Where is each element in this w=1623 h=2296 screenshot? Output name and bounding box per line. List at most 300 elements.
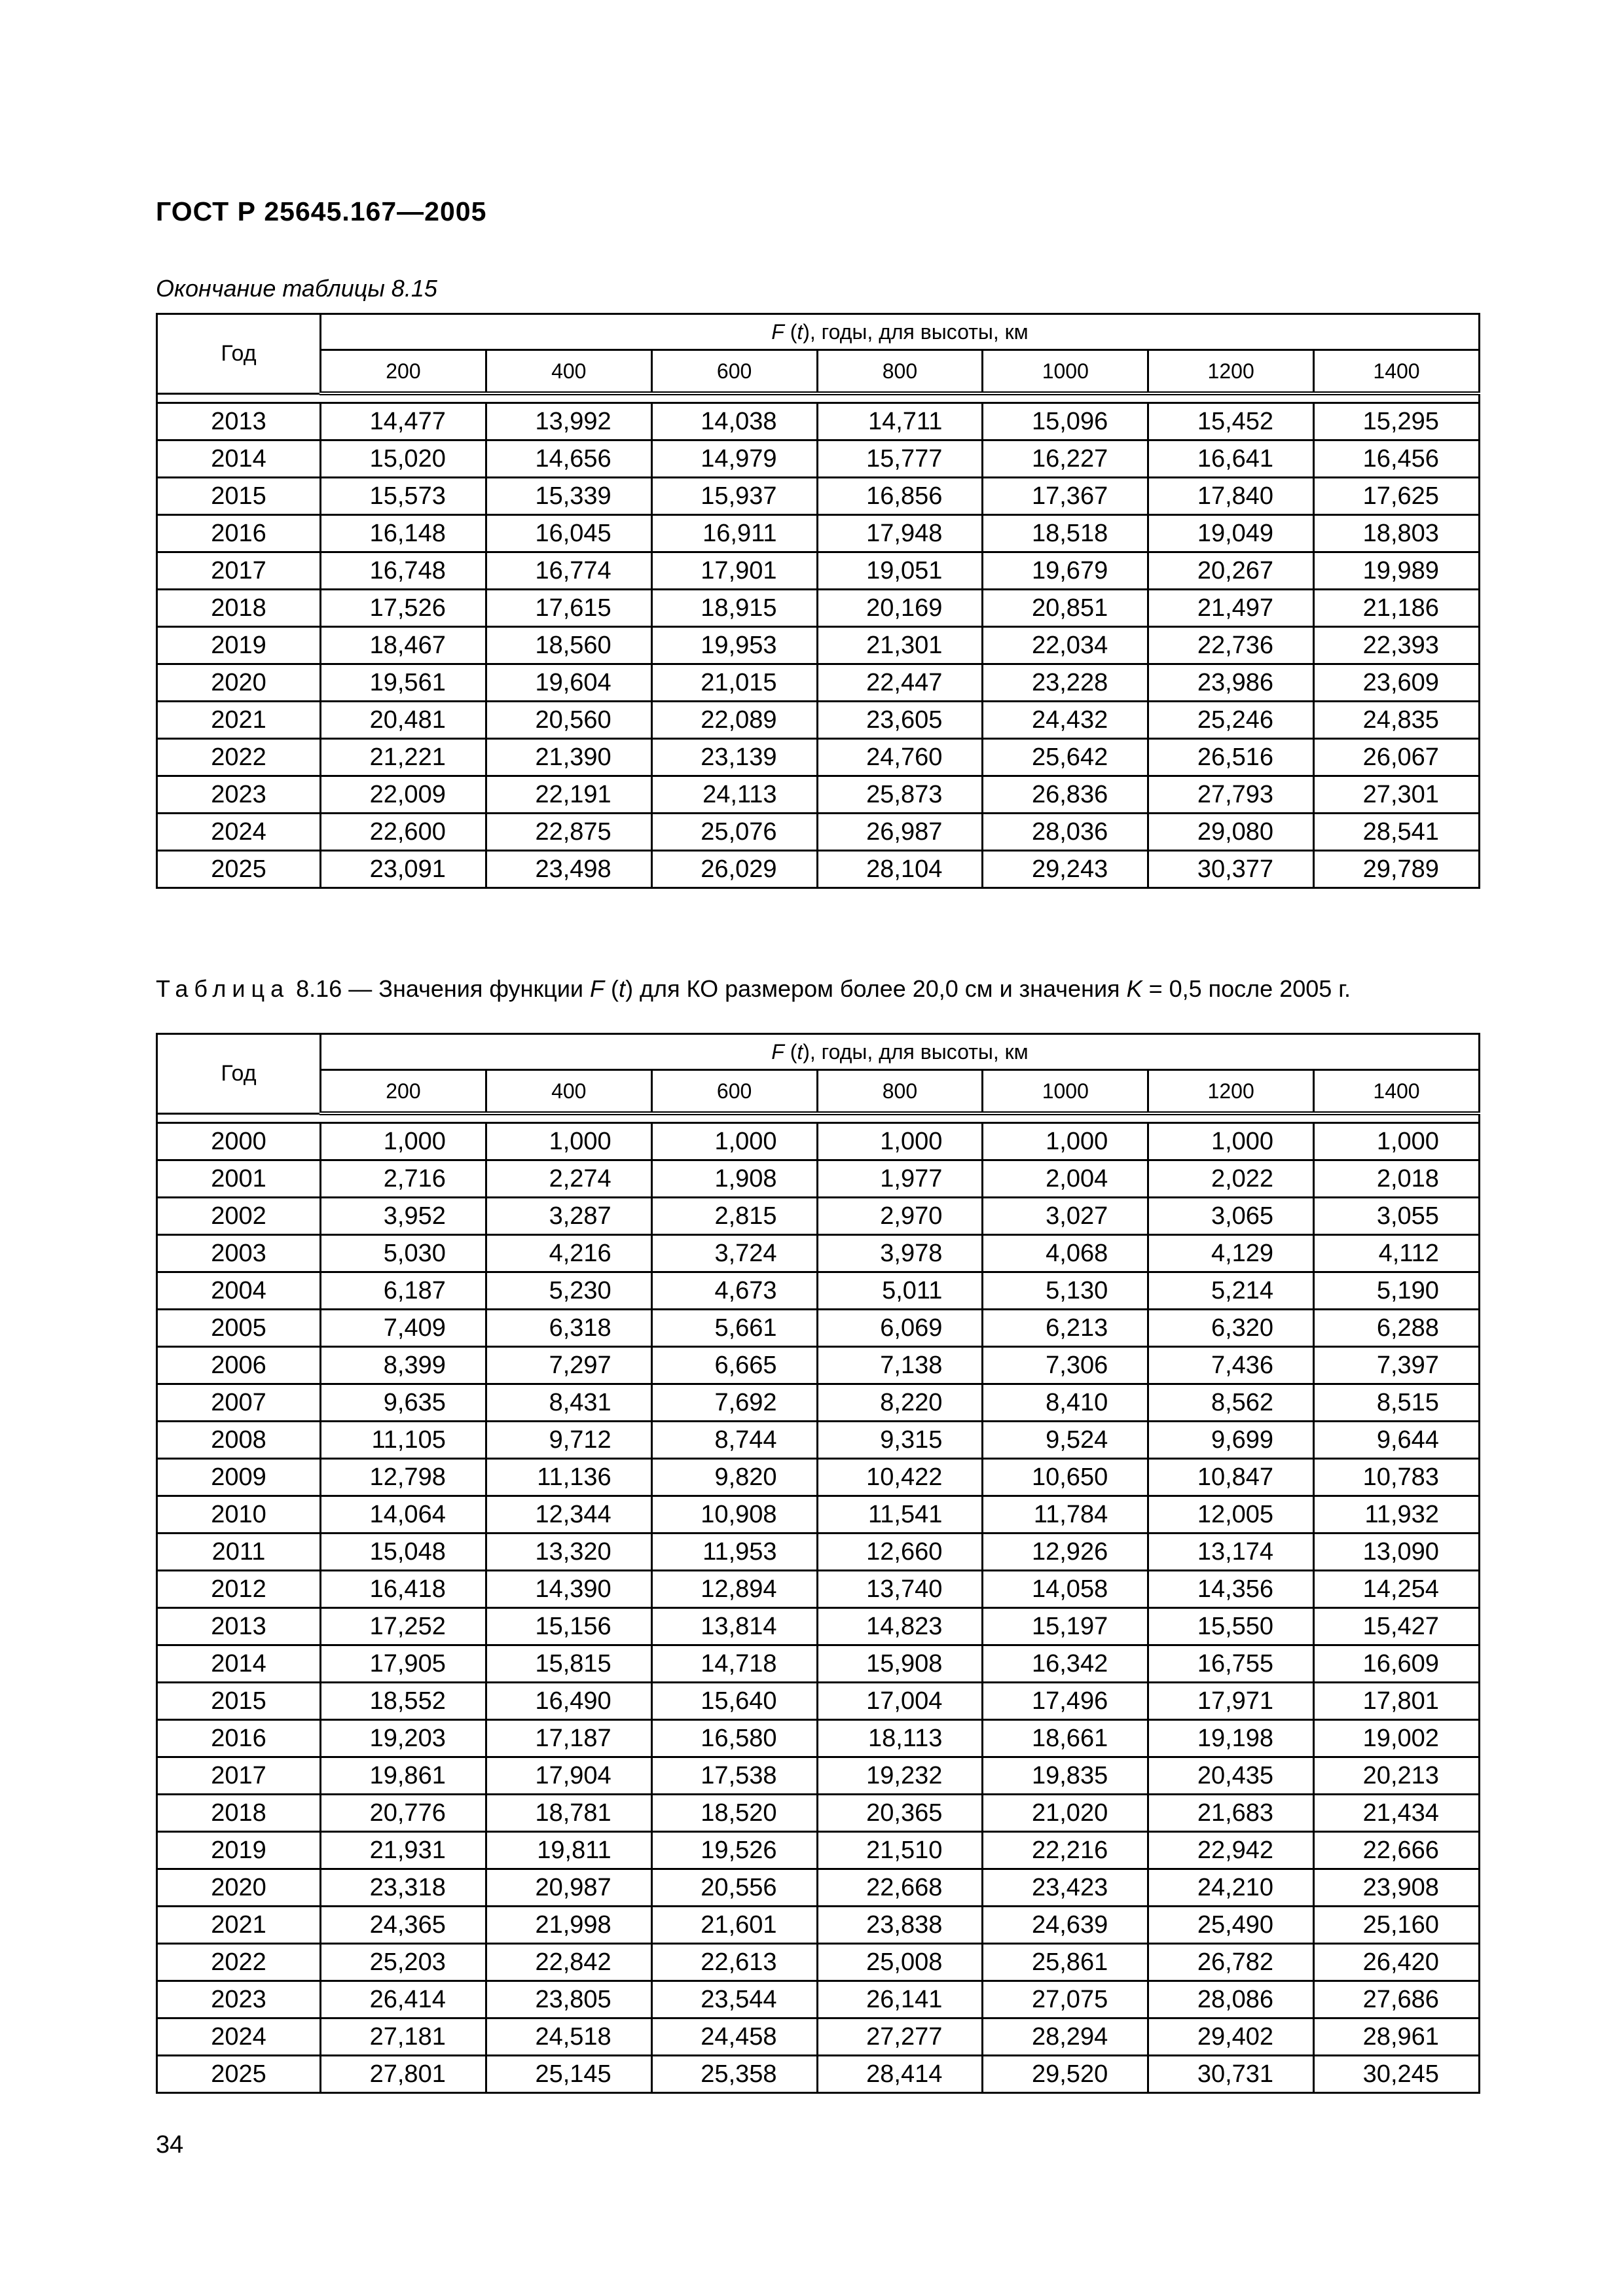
table-row (157, 1981, 1480, 2018)
value-cell: 19,861 (321, 1757, 486, 1795)
value-cell: 7,138 (817, 1347, 983, 1384)
value-cell: 16,755 (1148, 1645, 1314, 1683)
value-cell: 26,420 (1314, 1944, 1480, 1981)
table-row (157, 1272, 1480, 1310)
height-column-header: 600 (651, 350, 817, 394)
value-cell: 17,187 (486, 1720, 651, 1757)
height-column-header: 1400 (1314, 350, 1480, 394)
value-cell: 14,979 (651, 440, 817, 478)
value-cell: 15,156 (486, 1608, 651, 1645)
height-column-header: 200 (321, 1070, 486, 1114)
value-cell: 19,953 (651, 627, 817, 664)
value-cell: 9,820 (651, 1459, 817, 1496)
table-row (157, 2018, 1480, 2056)
value-cell: 24,639 (983, 1907, 1148, 1944)
value-cell: 10,650 (983, 1459, 1148, 1496)
value-cell: 8,399 (321, 1347, 486, 1384)
value-cell: 25,873 (817, 776, 983, 814)
value-cell: 15,452 (1148, 403, 1314, 440)
value-cell: 16,148 (321, 515, 486, 552)
value-cell: 21,301 (817, 627, 983, 664)
value-cell: 21,434 (1314, 1795, 1480, 1832)
height-column-header: 1000 (983, 1070, 1148, 1114)
value-cell: 21,497 (1148, 590, 1314, 627)
value-cell: 18,803 (1314, 515, 1480, 552)
value-cell: 13,992 (486, 403, 651, 440)
year-cell: 2005 (157, 1310, 321, 1347)
height-header-row (157, 350, 1480, 394)
value-cell: 18,552 (321, 1683, 486, 1720)
value-cell: 20,435 (1148, 1757, 1314, 1795)
value-cell: 27,181 (321, 2018, 486, 2056)
value-cell: 28,414 (817, 2056, 983, 2093)
table-row (157, 1198, 1480, 1235)
value-cell: 5,190 (1314, 1272, 1480, 1310)
value-cell: 23,498 (486, 851, 651, 888)
value-cell: 1,000 (486, 1123, 651, 1160)
value-cell: 14,254 (1314, 1571, 1480, 1608)
value-cell: 14,823 (817, 1608, 983, 1645)
value-cell: 9,524 (983, 1422, 1148, 1459)
year-cell: 2007 (157, 1384, 321, 1422)
value-cell: 14,038 (651, 403, 817, 440)
year-column-header: Год (157, 1034, 321, 1114)
table-row (157, 515, 1480, 552)
value-cell: 21,998 (486, 1907, 651, 1944)
value-cell: 24,760 (817, 739, 983, 776)
value-cell: 27,793 (1148, 776, 1314, 814)
value-cell: 7,409 (321, 1310, 486, 1347)
value-cell: 26,414 (321, 1981, 486, 2018)
height-column-header: 1200 (1148, 350, 1314, 394)
table-8-15-end (156, 313, 1480, 889)
value-cell: 19,604 (486, 664, 651, 702)
table-row (157, 776, 1480, 814)
value-cell: 20,213 (1314, 1757, 1480, 1795)
value-cell: 8,410 (983, 1384, 1148, 1422)
value-cell: 17,496 (983, 1683, 1148, 1720)
value-cell: 17,004 (817, 1683, 983, 1720)
value-cell: 5,230 (486, 1272, 651, 1310)
page-number: 34 (156, 2131, 184, 2159)
year-cell: 2014 (157, 440, 321, 478)
value-cell: 22,736 (1148, 627, 1314, 664)
value-cell: 2,004 (983, 1160, 1148, 1198)
value-cell: 3,065 (1148, 1198, 1314, 1235)
value-cell: 29,402 (1148, 2018, 1314, 2056)
value-cell: 5,030 (321, 1235, 486, 1272)
year-cell: 2023 (157, 776, 321, 814)
value-cell: 16,045 (486, 515, 651, 552)
value-cell: 21,931 (321, 1832, 486, 1869)
value-cell: 27,075 (983, 1981, 1148, 2018)
value-cell: 6,187 (321, 1272, 486, 1310)
year-cell: 2013 (157, 403, 321, 440)
value-cell: 3,978 (817, 1235, 983, 1272)
value-cell: 14,477 (321, 403, 486, 440)
year-cell: 2014 (157, 1645, 321, 1683)
value-cell: 25,008 (817, 1944, 983, 1981)
value-cell: 4,068 (983, 1235, 1148, 1272)
value-cell: 19,526 (651, 1832, 817, 1869)
value-cell: 27,801 (321, 2056, 486, 2093)
value-cell: 27,301 (1314, 776, 1480, 814)
value-cell: 14,390 (486, 1571, 651, 1608)
value-cell: 21,683 (1148, 1795, 1314, 1832)
table-row (157, 1235, 1480, 1272)
value-cell: 25,145 (486, 2056, 651, 2093)
value-cell: 2,970 (817, 1198, 983, 1235)
value-cell: 26,516 (1148, 739, 1314, 776)
value-cell: 13,740 (817, 1571, 983, 1608)
year-cell: 2022 (157, 1944, 321, 1981)
value-cell: 13,814 (651, 1608, 817, 1645)
value-cell: 21,186 (1314, 590, 1480, 627)
value-cell: 14,711 (817, 403, 983, 440)
value-cell: 19,989 (1314, 552, 1480, 590)
value-cell: 11,784 (983, 1496, 1148, 1534)
value-cell: 22,842 (486, 1944, 651, 1981)
value-cell: 10,422 (817, 1459, 983, 1496)
value-cell: 15,777 (817, 440, 983, 478)
value-cell: 25,861 (983, 1944, 1148, 1981)
value-cell: 16,490 (486, 1683, 651, 1720)
value-cell: 19,049 (1148, 515, 1314, 552)
table-row (157, 1907, 1480, 1944)
value-cell: 28,086 (1148, 1981, 1314, 2018)
height-column-header: 800 (817, 350, 983, 394)
value-cell: 16,580 (651, 1720, 817, 1757)
value-cell: 17,252 (321, 1608, 486, 1645)
value-cell: 20,365 (817, 1795, 983, 1832)
value-cell: 16,774 (486, 552, 651, 590)
value-cell: 20,560 (486, 702, 651, 739)
table-row (157, 1645, 1480, 1683)
value-cell: 15,096 (983, 403, 1148, 440)
value-cell: 25,490 (1148, 1907, 1314, 1944)
table-row (157, 2056, 1480, 2093)
value-cell: 22,942 (1148, 1832, 1314, 1869)
value-cell: 8,562 (1148, 1384, 1314, 1422)
value-cell: 23,605 (817, 702, 983, 739)
value-cell: 12,798 (321, 1459, 486, 1496)
value-cell: 15,427 (1314, 1608, 1480, 1645)
value-cell: 12,926 (983, 1534, 1148, 1571)
table-row (157, 1608, 1480, 1645)
value-cell: 18,915 (651, 590, 817, 627)
value-cell: 11,136 (486, 1459, 651, 1496)
value-cell: 19,679 (983, 552, 1148, 590)
year-cell: 2004 (157, 1272, 321, 1310)
value-cell: 25,642 (983, 739, 1148, 776)
value-cell: 18,560 (486, 627, 651, 664)
value-cell: 20,481 (321, 702, 486, 739)
value-cell: 21,020 (983, 1795, 1148, 1832)
year-cell: 2011 (157, 1534, 321, 1571)
value-cell: 17,948 (817, 515, 983, 552)
value-cell: 25,160 (1314, 1907, 1480, 1944)
year-cell: 2002 (157, 1198, 321, 1235)
value-cell: 15,908 (817, 1645, 983, 1683)
table-row (157, 664, 1480, 702)
value-cell: 16,911 (651, 515, 817, 552)
value-cell: 25,358 (651, 2056, 817, 2093)
value-cell: 26,987 (817, 814, 983, 851)
table-row (157, 627, 1480, 664)
value-cell: 29,789 (1314, 851, 1480, 888)
value-cell: 19,002 (1314, 1720, 1480, 1757)
value-cell: 15,295 (1314, 403, 1480, 440)
table-continuation-caption: Окончание таблицы 8.15 (156, 275, 437, 302)
height-column-header: 1000 (983, 350, 1148, 394)
value-cell: 7,306 (983, 1347, 1148, 1384)
value-cell: 6,213 (983, 1310, 1148, 1347)
table-row (157, 1944, 1480, 1981)
value-cell: 12,344 (486, 1496, 651, 1534)
year-cell: 2021 (157, 1907, 321, 1944)
table-body (157, 393, 1480, 888)
value-cell: 7,436 (1148, 1347, 1314, 1384)
year-cell: 2020 (157, 1869, 321, 1907)
value-cell: 24,835 (1314, 702, 1480, 739)
value-cell: 16,227 (983, 440, 1148, 478)
table-row (157, 702, 1480, 739)
value-cell: 1,000 (817, 1123, 983, 1160)
value-cell: 22,666 (1314, 1832, 1480, 1869)
year-cell: 2016 (157, 1720, 321, 1757)
value-cell: 25,203 (321, 1944, 486, 1981)
value-cell: 26,067 (1314, 739, 1480, 776)
value-cell: 4,216 (486, 1235, 651, 1272)
value-cell: 11,932 (1314, 1496, 1480, 1534)
value-cell: 20,169 (817, 590, 983, 627)
height-column-header: 1400 (1314, 1070, 1480, 1114)
value-cell: 8,431 (486, 1384, 651, 1422)
value-cell: 1,000 (983, 1123, 1148, 1160)
value-cell: 1,000 (1148, 1123, 1314, 1160)
value-cell: 15,197 (983, 1608, 1148, 1645)
value-cell: 18,520 (651, 1795, 817, 1832)
value-cell: 13,174 (1148, 1534, 1314, 1571)
value-cell: 5,011 (817, 1272, 983, 1310)
value-cell: 20,267 (1148, 552, 1314, 590)
value-cell: 19,561 (321, 664, 486, 702)
value-cell: 10,783 (1314, 1459, 1480, 1496)
table-row (157, 403, 1480, 440)
value-cell: 7,397 (1314, 1347, 1480, 1384)
table-row (157, 1869, 1480, 1907)
year-cell: 2023 (157, 1981, 321, 2018)
year-column-header: Год (157, 314, 321, 394)
table-8-16 (156, 1033, 1480, 2094)
value-cell: 9,699 (1148, 1422, 1314, 1459)
value-cell: 10,847 (1148, 1459, 1314, 1496)
value-cell: 18,467 (321, 627, 486, 664)
value-cell: 16,748 (321, 552, 486, 590)
document-code-header: ГОСТ Р 25645.167—2005 (156, 196, 487, 226)
value-cell: 14,058 (983, 1571, 1148, 1608)
value-cell: 30,731 (1148, 2056, 1314, 2093)
value-cell: 24,113 (651, 776, 817, 814)
group-column-header: F (t), годы, для высоты, км (321, 1034, 1480, 1070)
value-cell: 29,243 (983, 851, 1148, 888)
value-cell: 29,520 (983, 2056, 1148, 2093)
value-cell: 23,423 (983, 1869, 1148, 1907)
value-cell: 16,456 (1314, 440, 1480, 478)
table-row (157, 1310, 1480, 1347)
value-cell: 4,112 (1314, 1235, 1480, 1272)
table-row (157, 1459, 1480, 1496)
value-cell: 23,986 (1148, 664, 1314, 702)
value-cell: 22,875 (486, 814, 651, 851)
value-cell: 21,510 (817, 1832, 983, 1869)
value-cell: 6,320 (1148, 1310, 1314, 1347)
table-row (157, 1384, 1480, 1422)
value-cell: 23,838 (817, 1907, 983, 1944)
table-row (157, 590, 1480, 627)
value-cell: 28,294 (983, 2018, 1148, 2056)
value-cell: 22,191 (486, 776, 651, 814)
table-row (157, 552, 1480, 590)
value-cell: 18,113 (817, 1720, 983, 1757)
value-cell: 5,661 (651, 1310, 817, 1347)
table-row (157, 1422, 1480, 1459)
value-cell: 6,288 (1314, 1310, 1480, 1347)
value-cell: 1,000 (651, 1123, 817, 1160)
value-cell: 16,418 (321, 1571, 486, 1608)
year-cell: 2008 (157, 1422, 321, 1459)
value-cell: 15,550 (1148, 1608, 1314, 1645)
value-cell: 25,246 (1148, 702, 1314, 739)
value-cell: 17,904 (486, 1757, 651, 1795)
table-row (157, 1534, 1480, 1571)
year-cell: 2024 (157, 2018, 321, 2056)
value-cell: 3,027 (983, 1198, 1148, 1235)
value-cell: 14,718 (651, 1645, 817, 1683)
value-cell: 20,776 (321, 1795, 486, 1832)
value-cell: 15,937 (651, 478, 817, 515)
year-cell: 2017 (157, 1757, 321, 1795)
year-cell: 2015 (157, 478, 321, 515)
value-cell: 17,367 (983, 478, 1148, 515)
value-cell: 4,129 (1148, 1235, 1314, 1272)
year-cell: 2001 (157, 1160, 321, 1198)
value-cell: 19,051 (817, 552, 983, 590)
year-cell: 2012 (157, 1571, 321, 1608)
year-cell: 2018 (157, 590, 321, 627)
value-cell: 20,851 (983, 590, 1148, 627)
year-cell: 2010 (157, 1496, 321, 1534)
value-cell: 23,318 (321, 1869, 486, 1907)
value-cell: 16,641 (1148, 440, 1314, 478)
value-cell: 19,835 (983, 1757, 1148, 1795)
value-cell: 24,518 (486, 2018, 651, 2056)
table-row (157, 1757, 1480, 1795)
year-cell: 2003 (157, 1235, 321, 1272)
group-column-header: F (t), годы, для высоты, км (321, 314, 1480, 350)
value-cell: 29,080 (1148, 814, 1314, 851)
height-column-header: 800 (817, 1070, 983, 1114)
value-cell: 23,228 (983, 664, 1148, 702)
value-cell: 15,573 (321, 478, 486, 515)
value-cell: 22,089 (651, 702, 817, 739)
value-cell: 7,692 (651, 1384, 817, 1422)
value-cell: 22,393 (1314, 627, 1480, 664)
year-cell: 2000 (157, 1123, 321, 1160)
value-cell: 3,287 (486, 1198, 651, 1235)
value-cell: 24,365 (321, 1907, 486, 1944)
value-cell: 27,277 (817, 2018, 983, 2056)
table-row (157, 814, 1480, 851)
value-cell: 7,297 (486, 1347, 651, 1384)
table-row (157, 478, 1480, 515)
value-cell: 26,782 (1148, 1944, 1314, 1981)
value-cell: 18,781 (486, 1795, 651, 1832)
value-cell: 2,022 (1148, 1160, 1314, 1198)
value-cell: 28,104 (817, 851, 983, 888)
value-cell: 19,198 (1148, 1720, 1314, 1757)
value-cell: 26,836 (983, 776, 1148, 814)
value-cell: 9,635 (321, 1384, 486, 1422)
value-cell: 20,556 (651, 1869, 817, 1907)
value-cell: 28,541 (1314, 814, 1480, 851)
height-column-header: 1200 (1148, 1070, 1314, 1114)
value-cell: 9,712 (486, 1422, 651, 1459)
height-column-header: 200 (321, 350, 486, 394)
value-cell: 1,977 (817, 1160, 983, 1198)
year-cell: 2019 (157, 627, 321, 664)
value-cell: 13,320 (486, 1534, 651, 1571)
value-cell: 11,953 (651, 1534, 817, 1571)
table-row (157, 1347, 1480, 1384)
year-cell: 2025 (157, 2056, 321, 2093)
value-cell: 1,000 (1314, 1123, 1480, 1160)
table-row (157, 1720, 1480, 1757)
value-cell: 22,600 (321, 814, 486, 851)
table-row (157, 851, 1480, 888)
year-cell: 2024 (157, 814, 321, 851)
value-cell: 22,009 (321, 776, 486, 814)
value-cell: 28,036 (983, 814, 1148, 851)
value-cell: 24,432 (983, 702, 1148, 739)
value-cell: 5,214 (1148, 1272, 1314, 1310)
value-cell: 15,339 (486, 478, 651, 515)
year-cell: 2022 (157, 739, 321, 776)
value-cell: 15,815 (486, 1645, 651, 1683)
value-cell: 14,356 (1148, 1571, 1314, 1608)
value-cell: 17,801 (1314, 1683, 1480, 1720)
value-cell: 20,987 (486, 1869, 651, 1907)
value-cell: 23,139 (651, 739, 817, 776)
value-cell: 9,315 (817, 1422, 983, 1459)
value-cell: 17,615 (486, 590, 651, 627)
value-cell: 28,961 (1314, 2018, 1480, 2056)
table-row (157, 1571, 1480, 1608)
value-cell: 6,318 (486, 1310, 651, 1347)
value-cell: 26,141 (817, 1981, 983, 2018)
table-body (157, 1113, 1480, 2093)
value-cell: 10,908 (651, 1496, 817, 1534)
height-column-header: 400 (486, 1070, 651, 1114)
table-row (157, 440, 1480, 478)
year-cell: 2009 (157, 1459, 321, 1496)
value-cell: 2,274 (486, 1160, 651, 1198)
value-cell: 23,609 (1314, 664, 1480, 702)
value-cell: 26,029 (651, 851, 817, 888)
value-cell: 13,090 (1314, 1534, 1480, 1571)
value-cell: 17,625 (1314, 478, 1480, 515)
value-cell: 23,091 (321, 851, 486, 888)
